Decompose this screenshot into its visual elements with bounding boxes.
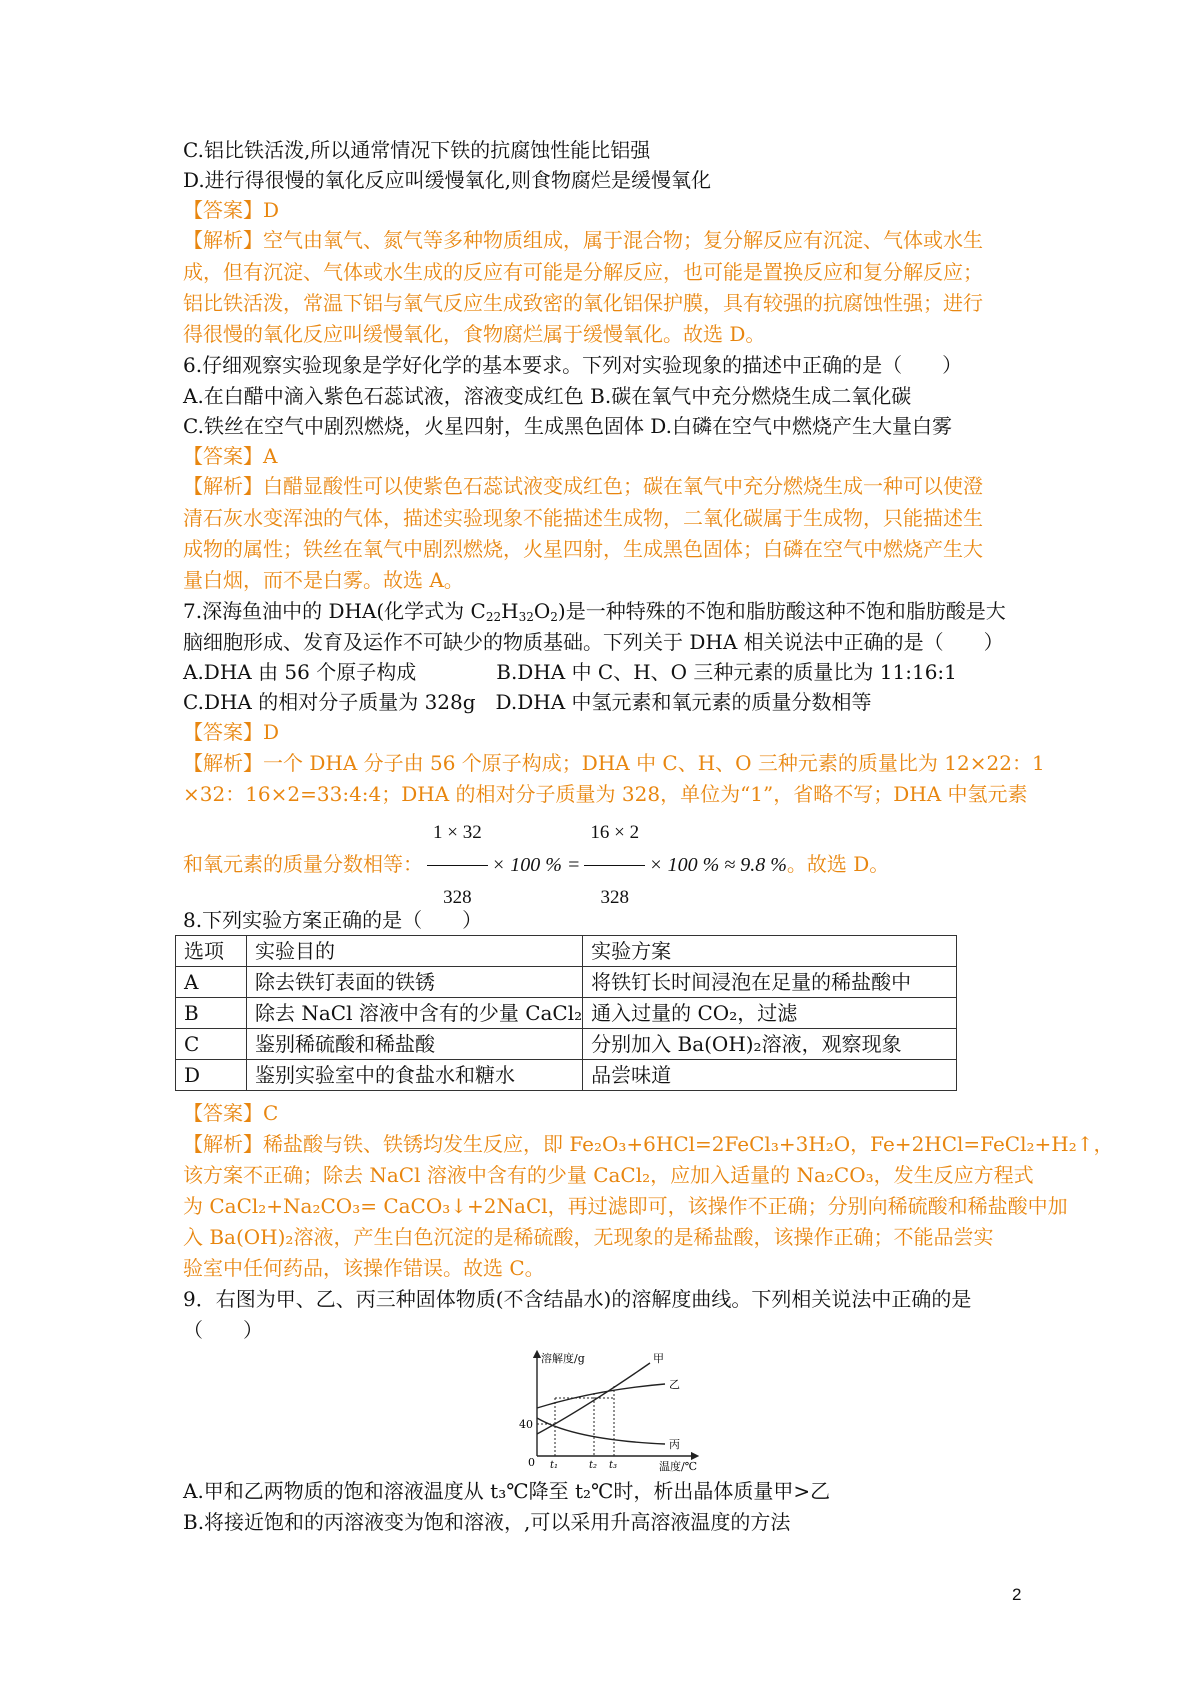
q8-explanation-line: 【解析】稀盐酸与铁、铁锈均发生反应，即 Fe₂O₃+6HCl=2FeCl₃+3H₂O，Fe+2HCl=FeCl₂+H₂↑， bbox=[183, 1132, 1114, 1156]
table-row bbox=[176, 1029, 957, 1060]
q5-explanation-line: 得很慢的氧化反应叫缓慢氧化，食物腐烂属于缓慢氧化。故选 D。 bbox=[183, 322, 766, 346]
table-cell: 通入过量的 CO₂，过滤 bbox=[583, 998, 957, 1029]
q5-explanation-line: 【解析】空气由氧气、氮气等多种物质组成，属于混合物；复分解反应有沉淀、气体或水生 bbox=[183, 228, 983, 252]
table-cell: 除去铁钉表面的铁锈 bbox=[247, 967, 583, 998]
q5-explanation-line: 铝比铁活泼，常温下铝与氧气反应生成致密的氧化铝保护膜，具有较强的抗腐蚀性强；进行 bbox=[183, 291, 983, 315]
q9-stem-line1: 9．右图为甲、乙、丙三种固体物质(不含结晶水)的溶解度曲线。下列相关说法中正确的是 bbox=[183, 1287, 972, 1311]
q9-option-b: B.将接近饱和的丙溶液变为饱和溶液，,可以采用升高溶液温度的方法 bbox=[183, 1510, 791, 1534]
fraction-numerator: 16 × 2 bbox=[584, 803, 645, 866]
solubility-curve-figure bbox=[515, 1348, 705, 1473]
q5-answer: 【答案】D bbox=[183, 198, 280, 222]
q7-explanation-line: 【解析】一个 DHA 分子由 56 个原子构成；DHA 中 C、H、O 三种元素的质量比为 12×22：1 bbox=[183, 751, 1045, 775]
table-row bbox=[176, 998, 957, 1029]
table-cell: A bbox=[176, 967, 247, 998]
table-row bbox=[176, 967, 957, 998]
label-jia: 甲 bbox=[653, 1352, 664, 1365]
fraction-denominator: 328 bbox=[600, 887, 629, 908]
q7-explanation-text: 和氧元素的质量分数相等： bbox=[183, 852, 423, 876]
q8-explanation-line: 该方案不正确；除去 NaCl 溶液中含有的少量 CaCl₂，应加入适量的 Na₂CO₃，发生反应方程式 bbox=[183, 1163, 1034, 1187]
t1-tick: t₁ bbox=[550, 1460, 559, 1471]
q8-explanation-line: 验室中任何药品，该操作错误。故选 C。 bbox=[183, 1256, 545, 1280]
q5-option-c: C.铝比铁活泼,所以通常情况下铁的抗腐蚀性能比铝强 bbox=[183, 138, 651, 162]
table-cell: 分别加入 Ba(OH)₂溶液，观察现象 bbox=[583, 1029, 957, 1060]
q7-answer: 【答案】D bbox=[183, 720, 280, 744]
table-cell: 鉴别稀硫酸和稀盐酸 bbox=[247, 1029, 583, 1060]
origin-label: 0 bbox=[528, 1456, 535, 1469]
q8-explanation-line: 为 CaCl₂+Na₂CO₃= CaCO₃↓+2NaCl，再过滤即可，该操作不正确；分别向稀硫酸和稀盐酸中加 bbox=[183, 1194, 1068, 1218]
formula-subscript: 32 bbox=[518, 610, 534, 624]
table-header-cell: 实验目的 bbox=[247, 936, 583, 967]
q7-options-cd: C.DHA 的相对分子质量为 328g D.DHA 中氢元素和氧元素的质量分数相等 bbox=[183, 690, 872, 714]
formula-element: H bbox=[501, 599, 519, 623]
q7-stem-line1 bbox=[183, 598, 1006, 630]
table-header-row bbox=[176, 936, 957, 967]
fraction-denominator: 328 bbox=[443, 887, 472, 908]
table-cell: C bbox=[176, 1029, 247, 1060]
formula-element: O bbox=[533, 599, 551, 623]
formula-result: × 100 % ≈ 9.8 % bbox=[649, 854, 787, 876]
table-header-cell: 选项 bbox=[176, 936, 247, 967]
q6-explanation-line: 量白烟，而不是白雾。故选 A。 bbox=[183, 568, 464, 592]
q8-stem: 8.下列实验方案正确的是（ ） bbox=[183, 908, 483, 932]
q9-stem-line2: （ ） bbox=[183, 1318, 263, 1342]
q7-options-ab: A.DHA 由 56 个原子构成 B.DHA 中 C、H、O 三种元素的质量比为 11:16:1 bbox=[183, 660, 957, 684]
table-cell: 鉴别实验室中的食盐水和糖水 bbox=[247, 1060, 583, 1091]
curve-bing bbox=[537, 1418, 665, 1444]
table-cell: B bbox=[176, 998, 247, 1029]
t2-tick: t₂ bbox=[589, 1460, 598, 1471]
q6-explanation-line: 【解析】白醋显酸性可以使紫色石蕊试液变成红色；碳在氧气中充分燃烧生成一种可以使澄 bbox=[183, 474, 983, 498]
t3-tick: t₃ bbox=[609, 1460, 618, 1471]
fraction-numerator: 1 × 32 bbox=[427, 803, 488, 866]
q8-explanation-line: 入 Ba(OH)₂溶液，产生白色沉淀的是稀硫酸，无现象的是稀盐酸，该操作正确；不能品尝实 bbox=[183, 1225, 994, 1249]
q6-explanation-line: 成物的属性；铁丝在氧气中剧烈燃烧，火星四射，生成黑色固体；白磷在空气中燃烧产生大 bbox=[183, 537, 983, 561]
q8-options-table bbox=[175, 935, 957, 1091]
y-tick-40: 40 bbox=[519, 1418, 533, 1431]
q6-stem: 6.仔细观察实验现象是学好化学的基本要求。下列对实验现象的描述中正确的是（ ） bbox=[183, 353, 963, 377]
q7-stem-text: )是一种特殊的不饱和脂肪酸这种不饱和脂肪酸是大 bbox=[557, 599, 1006, 623]
table-cell: 除去 NaCl 溶液中含有的少量 CaCl₂ bbox=[247, 998, 583, 1029]
q6-answer: 【答案】A bbox=[183, 444, 278, 468]
q6-options-cd: C.铁丝在空气中剧烈燃烧，火星四射，生成黑色固体 D.白磷在空气中燃烧产生大量白雾 bbox=[183, 414, 952, 438]
table-cell: 品尝味道 bbox=[583, 1060, 957, 1091]
q7-explanation-text: 。故选 D。 bbox=[786, 852, 890, 876]
x-axis-label: 温度/℃ bbox=[659, 1460, 698, 1473]
q6-options-ab: A.在白醋中滴入紫色石蕊试液，溶液变成红色 B.碳在氧气中充分燃烧生成二氧化碳 bbox=[183, 384, 912, 408]
q7-stem-line2: 脑细胞形成、发育及运作不可缺少的物质基础。下列关于 DHA 相关说法中正确的是（ ） bbox=[183, 630, 1004, 654]
formula-subscript: 2 bbox=[550, 610, 558, 624]
q5-option-d: D.进行得很慢的氧化反应叫缓慢氧化,则食物腐烂是缓慢氧化 bbox=[183, 168, 712, 192]
page-number: 2 bbox=[1012, 1585, 1022, 1604]
q7-stem-text: 7.深海鱼油中的 DHA(化学式为 C bbox=[183, 599, 486, 623]
table-row bbox=[176, 1060, 957, 1091]
table-cell: D bbox=[176, 1060, 247, 1091]
formula-operator: × 100 % = bbox=[491, 854, 581, 876]
q8-answer: 【答案】C bbox=[183, 1101, 279, 1125]
label-bing: 丙 bbox=[669, 1438, 680, 1451]
q5-explanation-line: 成，但有沉淀、气体或水生成的反应有可能是分解反应，也可能是置换反应和复分解反应； bbox=[183, 260, 983, 284]
q7-explanation-line: ×32：16×2=33:4:4；DHA 的相对分子质量为 328，单位为“1”，省略不写；DHA 中氢元素 bbox=[183, 782, 1028, 806]
table-header-cell: 实验方案 bbox=[583, 936, 957, 967]
y-axis-label: 溶解度/g bbox=[541, 1352, 585, 1365]
q9-option-a: A.甲和乙两物质的饱和溶液温度从 t₃℃降至 t₂℃时，析出晶体质量甲>乙 bbox=[183, 1479, 831, 1503]
fraction-2 bbox=[584, 803, 645, 928]
label-yi: 乙 bbox=[669, 1378, 680, 1391]
table-cell: 将铁钉长时间浸泡在足量的稀盐酸中 bbox=[583, 967, 957, 998]
formula-subscript: 22 bbox=[485, 610, 502, 624]
q6-explanation-line: 清石灰水变浑浊的气体，描述实验现象不能描述生成物，二氧化碳属于生成物，只能描述生 bbox=[183, 506, 983, 530]
